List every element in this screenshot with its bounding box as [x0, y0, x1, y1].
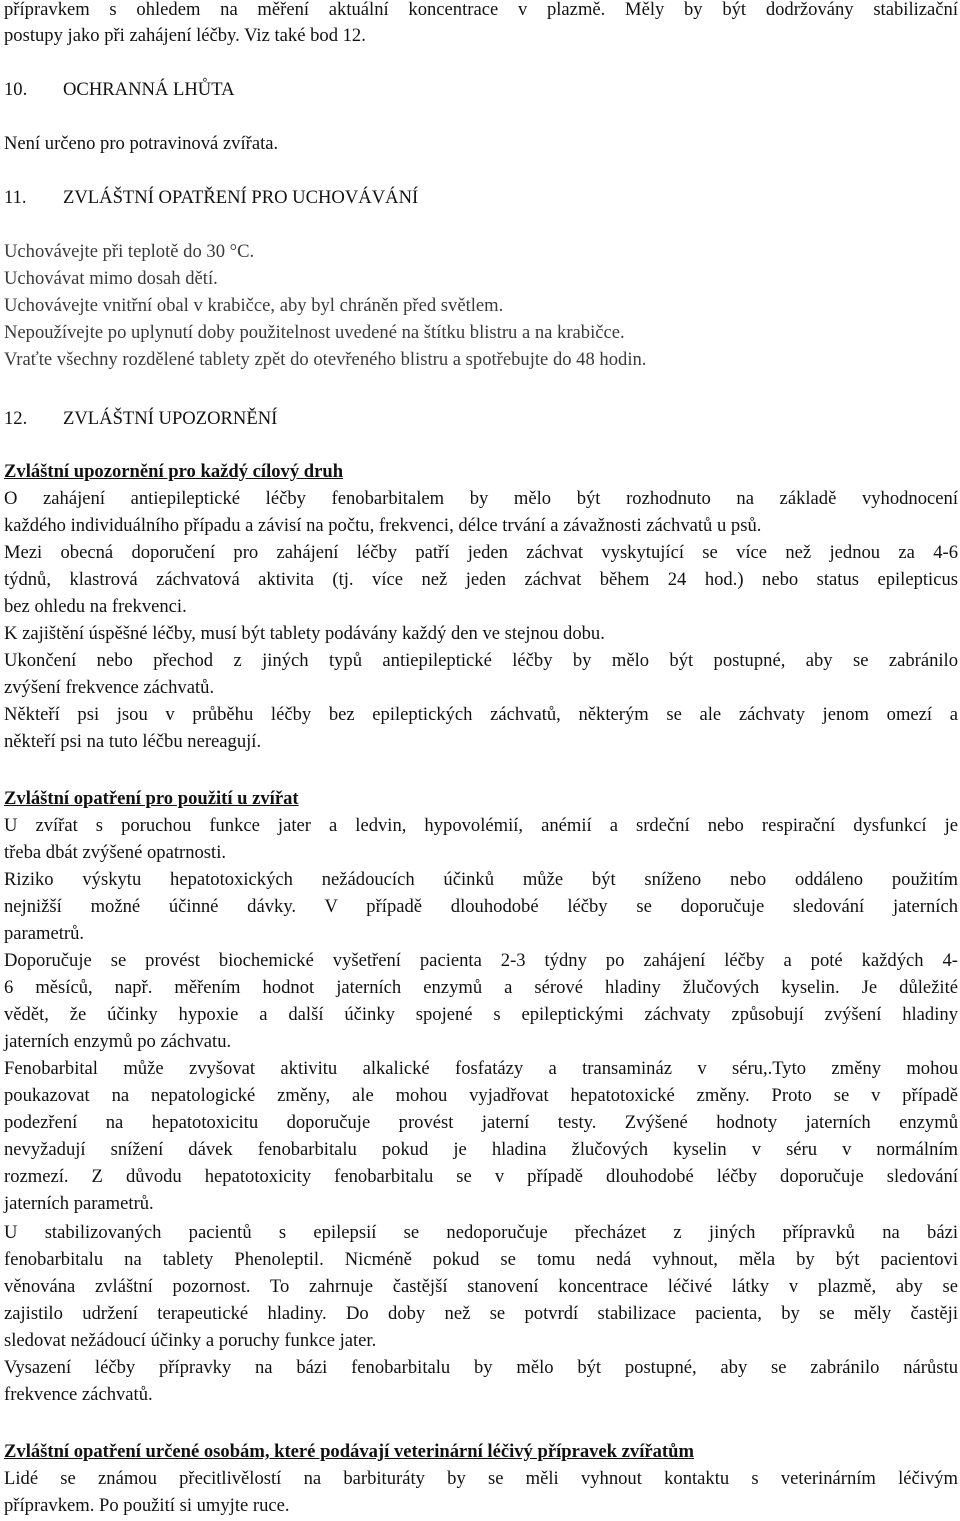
text-line: někteří psi na tuto léčbu nereagují. [4, 731, 262, 752]
text-line: poukazovat na nepatologické změny, ale mohou vyjadřovat hepatotoxické změny. Proto se v případě [4, 1085, 958, 1106]
text-line: Fenobarbital může zvyšovat aktivitu alkalické fosfatázy a transamináz v séru,.Tyto změny mohou [4, 1058, 958, 1079]
text-line: přípravkem. Po použití si umyjte ruce. [4, 1495, 290, 1516]
text-line: Vraťte všechny rozdělené tablety zpět do otevřeného blistru a spotřebujte do 48 hodin. [4, 349, 647, 370]
text-line: vědět, že účinky hypoxie a další účinky spojené s epileptickými záchvaty způsobují zvýšení hladiny [4, 1004, 958, 1025]
section-number: 12. [4, 408, 28, 429]
section-title: ZVLÁŠTNÍ OPATŘENÍ PRO UCHOVÁVÁNÍ [63, 187, 419, 208]
section-title: OCHRANNÁ LHŮTA [63, 79, 235, 100]
text-line: Někteří psi jsou v průběhu léčby bez epileptických záchvatů, některým se ale záchvaty jenom omezí a [4, 704, 958, 725]
section-number: 10. [4, 79, 28, 100]
text-line: Uchovávejte při teplotě do 30 °C. [4, 241, 255, 262]
text-line: Nepoužívejte po uplynutí doby použitelnost uvedené na štítku blistru a na krabičce. [4, 322, 625, 343]
text-line: 6 měsíců, např. měřením hodnot jaterních enzymů a sérové hladiny žlučových kyselin. Je důležité [4, 977, 958, 998]
section-10-heading [4, 76, 235, 103]
text-line: třeba dbát zvýšené opatrnosti. [4, 842, 227, 863]
text-line: každého individuálního případu a závisí na počtu, frekvenci, délce trvání a závažnosti záchvatů u psů. [4, 515, 762, 536]
section-12-heading [4, 405, 277, 432]
text-line: Riziko výskytu hepatotoxických nežádoucích účinků může být sníženo nebo oddáleno použitím [4, 869, 958, 890]
text-line: O zahájení antiepileptické léčby fenobarbitalem by mělo být rozhodnuto na základě vyhodnocení [4, 488, 958, 509]
text-line: jaterních parametrů. [4, 1193, 154, 1214]
text-line: Ukončení nebo přechod z jiných typů antiepileptické léčby by mělo být postupné, aby se zabránilo [4, 650, 958, 671]
text-line: postupy jako při zahájení léčby. Viz také bod 12. [4, 25, 366, 46]
text-line: týdnů, klastrová záchvatová aktivita (tj. více než jeden záchvat během 24 hod.) nebo status epilepticus [4, 569, 958, 590]
section-title: ZVLÁŠTNÍ UPOZORNĚNÍ [63, 408, 278, 429]
text-line: Uchovávejte vnitřní obal v krabičce, aby byl chráněn před světlem. [4, 295, 504, 316]
text-line: Uchovávat mimo dosah dětí. [4, 268, 218, 289]
text-line: bez ohledu na frekvenci. [4, 596, 187, 617]
text-line: Doporučuje se provést biochemické vyšetření pacienta 2-3 týdny po zahájení léčby a poté každých 4- [4, 950, 958, 971]
text-line: Vysazení léčby přípravky na bázi fenobarbitalu by mělo být postupné, aby se zabránilo nárůstu [4, 1357, 958, 1378]
text-line: nevyžadují snížení dávek fenobarbitalu pokud je hladina žlučových kyselin v séru v normálním [4, 1139, 958, 1160]
text-line: fenobarbitalu na tablety Phenoleptil. Nicméně pokud se tomu nedá vyhnout, měla by být pacientovi [4, 1249, 958, 1270]
text-line: zvýšení frekvence záchvatů. [4, 677, 215, 698]
text-line: Mezi obecná doporučení pro zahájení léčby patří jeden záchvat vyskytující se více než jednou za 4-6 [4, 542, 958, 563]
text-line: parametrů. [4, 923, 85, 944]
text-line: nejnižší možné účinné dávky. V případě dlouhodobé léčby se doporučuje sledování jaterních [4, 896, 958, 917]
text-line: U zvířat s poruchou funkce jater a ledvin, hypovolémií, anémií a srdeční nebo respirační dysfunkcí je [4, 815, 958, 836]
subheading-persons-administering: Zvláštní opatření určené osobám, které podávají veterinární léčivý přípravek zvířatům [4, 1441, 694, 1462]
text-line: Lidé se známou přecitlivělostí na barbituráty by se měli vyhnout kontaktu s veterinárním léčivým [4, 1468, 958, 1489]
section-11-heading [4, 184, 418, 211]
text-line: sledovat nežádoucí účinky a poruchy funkce jater. [4, 1330, 377, 1351]
text-line: rozmezí. Z důvodu hepatotoxicity fenobarbitalu se v případě dlouhodobé léčby doporučuje sledování [4, 1166, 958, 1187]
text-line: přípravkem s ohledem na měření aktuální koncentrace v plazmě. Měly by být dodržovány stabilizační [4, 0, 958, 20]
text-line: věnována zvláštní pozornost. To zahrnuje častější stanovení koncentrace léčivé látky v plazmě, aby se [4, 1276, 958, 1297]
subheading-animal-use: Zvláštní opatření pro použití u zvířat [4, 788, 299, 809]
text-line: K zajištění úspěšné léčby, musí být tablety podávány každý den ve stejnou dobu. [4, 623, 605, 644]
subheading-target-species: Zvláštní upozornění pro každý cílový druh [4, 461, 344, 482]
text-line: jaterních enzymů po záchvatu. [4, 1031, 232, 1052]
text-line: Není určeno pro potravinová zvířata. [4, 133, 279, 154]
text-line: U stabilizovaných pacientů s epilepsií se nedoporučuje přecházet z jiných přípravků na bázi [4, 1222, 958, 1243]
text-line: frekvence záchvatů. [4, 1384, 153, 1405]
text-line: zajistilo udržení terapeutické hladiny. Do doby než se potvrdí stabilizace pacienta, by se měly častěji [4, 1303, 958, 1324]
section-number: 11. [4, 187, 27, 208]
text-line: podezření na hepatotoxicitu doporučuje provést jaterní testy. Zvýšené hodnoty jaterních enzymů [4, 1112, 958, 1133]
